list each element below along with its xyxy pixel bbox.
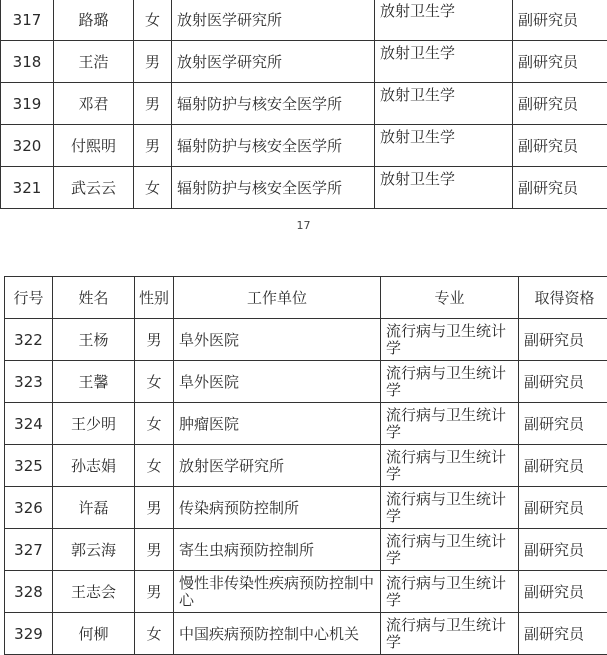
sex-cell: 女 [135,361,174,403]
table-row [1,0,607,41]
row-number-cell: 320 [1,125,54,167]
sex-cell: 女 [135,613,174,655]
work-unit-cell: 慢性非传染性疾病预防控制中心 [174,571,381,613]
row-number-cell: 319 [1,83,54,125]
major-cell: 放射卫生学 [375,83,513,125]
roster-table-bottom-body [5,319,607,655]
name-cell: 王浩 [54,41,134,83]
sex-cell: 男 [134,125,172,167]
table-row [5,361,607,403]
work-unit-cell: 中国疾病预防控制中心机关 [174,613,381,655]
major-cell: 流行病与卫生统计 学 [381,613,519,655]
work-unit-cell: 辐射防护与核安全医学所 [172,125,375,167]
qualification-cell: 副研究员 [519,361,607,403]
header-name: 姓名 [53,277,135,319]
qualification-cell: 副研究员 [519,487,607,529]
work-unit-cell: 传染病预防控制所 [174,487,381,529]
name-cell: 路璐 [54,0,134,41]
table-row [1,83,607,125]
name-cell: 邓君 [54,83,134,125]
work-unit-cell: 辐射防护与核安全医学所 [172,167,375,209]
name-cell: 王志会 [53,571,135,613]
qualification-cell: 副研究员 [513,83,607,125]
qualification-cell: 副研究员 [519,445,607,487]
page-number: 17 [0,219,607,232]
major-cell: 流行病与卫生统计 学 [381,571,519,613]
work-unit-cell: 放射医学研究所 [174,445,381,487]
table-row [5,571,607,613]
name-cell: 郭云海 [53,529,135,571]
header-row-number: 行号 [5,277,53,319]
qualification-cell: 副研究员 [513,41,607,83]
roster-table-bottom [4,276,607,655]
name-cell: 王少明 [53,403,135,445]
sex-cell: 男 [134,83,172,125]
work-unit-cell: 肿瘤医院 [174,403,381,445]
major-cell: 放射卫生学 [375,41,513,83]
table-row [5,319,607,361]
qualification-cell: 副研究员 [519,403,607,445]
row-number-cell: 329 [5,613,53,655]
major-cell: 流行病与卫生统计 学 [381,319,519,361]
header-sex: 性别 [135,277,174,319]
major-cell: 流行病与卫生统计 学 [381,487,519,529]
work-unit-cell: 放射医学研究所 [172,41,375,83]
row-number-cell: 328 [5,571,53,613]
row-number-cell: 325 [5,445,53,487]
table-row [1,41,607,83]
header-work-unit: 工作单位 [174,277,381,319]
row-number-cell: 317 [1,0,54,41]
sex-cell: 女 [135,403,174,445]
row-number-cell: 323 [5,361,53,403]
roster-table-top [0,0,607,209]
major-cell: 放射卫生学 [375,167,513,209]
major-cell: 放射卫生学 [375,125,513,167]
qualification-cell: 副研究员 [513,125,607,167]
qualification-cell: 副研究员 [519,571,607,613]
header-major: 专业 [381,277,519,319]
name-cell: 王馨 [53,361,135,403]
table-row [5,529,607,571]
name-cell: 武云云 [54,167,134,209]
qualification-cell: 副研究员 [519,319,607,361]
sex-cell: 男 [135,529,174,571]
work-unit-cell: 阜外医院 [174,361,381,403]
major-cell: 流行病与卫生统计 学 [381,529,519,571]
table-row [5,403,607,445]
work-unit-cell: 放射医学研究所 [172,0,375,41]
row-number-cell: 318 [1,41,54,83]
sex-cell: 男 [134,41,172,83]
sex-cell: 女 [134,0,172,41]
major-cell: 放射卫生学 [375,0,513,41]
qualification-cell: 副研究员 [519,613,607,655]
name-cell: 何柳 [53,613,135,655]
name-cell: 付熙明 [54,125,134,167]
sex-cell: 女 [135,445,174,487]
name-cell: 王杨 [53,319,135,361]
sex-cell: 男 [135,571,174,613]
sex-cell: 男 [135,487,174,529]
major-cell: 流行病与卫生统计 学 [381,361,519,403]
row-number-cell: 326 [5,487,53,529]
row-number-cell: 324 [5,403,53,445]
sex-cell: 女 [134,167,172,209]
qualification-cell: 副研究员 [513,0,607,41]
table-header-row [5,277,607,319]
work-unit-cell: 寄生虫病预防控制所 [174,529,381,571]
row-number-cell: 327 [5,529,53,571]
table-row [1,167,607,209]
table-row [5,487,607,529]
name-cell: 许磊 [53,487,135,529]
roster-table-top-body [1,0,607,209]
row-number-cell: 321 [1,167,54,209]
major-cell: 流行病与卫生统计 学 [381,445,519,487]
table-row [5,613,607,655]
sex-cell: 男 [135,319,174,361]
table-row [1,125,607,167]
header-qualification: 取得资格 [519,277,607,319]
major-cell: 流行病与卫生统计 学 [381,403,519,445]
table-row [5,445,607,487]
qualification-cell: 副研究员 [519,529,607,571]
work-unit-cell: 辐射防护与核安全医学所 [172,83,375,125]
qualification-cell: 副研究员 [513,167,607,209]
name-cell: 孙志娟 [53,445,135,487]
work-unit-cell: 阜外医院 [174,319,381,361]
row-number-cell: 322 [5,319,53,361]
